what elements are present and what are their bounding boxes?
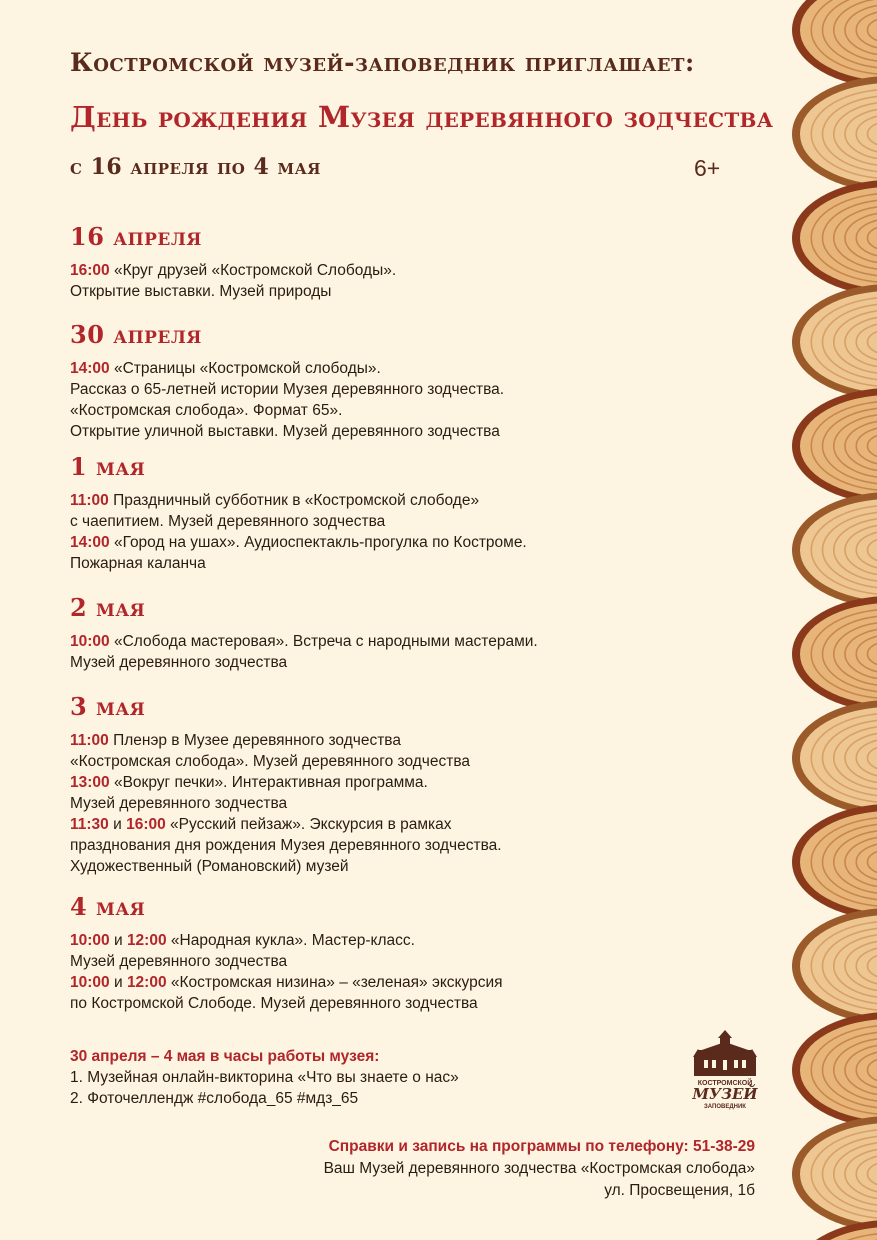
logo-line2: МУЗЕЙ bbox=[692, 1085, 758, 1103]
event-item bbox=[70, 490, 720, 532]
event-text: «Вокруг печки». Интерактивная программа. Музей деревянного зодчества bbox=[70, 774, 428, 812]
log-end bbox=[792, 1116, 877, 1232]
day-title: 2 мая bbox=[70, 593, 146, 622]
event-time: 10:00 bbox=[70, 932, 110, 949]
contact-footer bbox=[324, 1136, 755, 1202]
day-block bbox=[70, 593, 720, 673]
event-item bbox=[70, 532, 720, 574]
age-rating: 6+ bbox=[694, 155, 721, 181]
log-end bbox=[792, 908, 877, 1024]
day-block bbox=[70, 222, 720, 302]
event-item bbox=[70, 972, 720, 1014]
event-item bbox=[70, 814, 720, 877]
event-text: «Слобода мастеровая». Встреча с народными мастерами. Музей деревянного зодчества bbox=[70, 633, 538, 671]
logo-line1: КОСТРОМСКОЙ bbox=[697, 1080, 753, 1087]
event-time: 14:00 bbox=[70, 534, 110, 551]
log-end bbox=[792, 284, 877, 400]
event-time: 11:00 bbox=[70, 492, 109, 509]
log-end bbox=[792, 1012, 877, 1128]
event-item bbox=[70, 772, 720, 814]
event-time-conj: и bbox=[108, 816, 127, 833]
extras-block bbox=[70, 1046, 630, 1109]
event-text: «Русский пейзаж». Экскурсия в рамках празднования дня рождения Музея деревянного зодчества. Художественный (Романовский) музей bbox=[70, 816, 502, 875]
log-end bbox=[792, 492, 877, 608]
event-time: 16:00 bbox=[70, 262, 110, 279]
event-text: Праздничный субботник в «Костромской слободе» с чаепитием. Музей деревянного зодчества bbox=[70, 492, 480, 530]
event-item bbox=[70, 930, 720, 972]
event-time: 10:00 bbox=[70, 633, 110, 650]
log-end bbox=[792, 700, 877, 816]
event-time: 16:00 bbox=[126, 816, 166, 833]
log-end bbox=[792, 596, 877, 712]
day-title: 30 апреля bbox=[70, 320, 202, 349]
event-text: «Костромская низина» – «зеленая» экскурсия по Костромской Слободе. Музей деревянного зодчества bbox=[70, 974, 503, 1012]
event-time: 13:00 bbox=[70, 774, 110, 791]
event-time: 14:00 bbox=[70, 360, 110, 377]
event-item bbox=[70, 358, 720, 442]
log-end bbox=[792, 76, 877, 192]
address: ул. Просвещения, 1б bbox=[604, 1182, 755, 1199]
log-ends-decoration bbox=[790, 0, 877, 1240]
log-end bbox=[792, 0, 877, 88]
extras-item: 1. Музейная онлайн-викторина «Что вы знаете о нас» bbox=[70, 1069, 459, 1086]
museum-name: Ваш Музей деревянного зодчества «Костромская слобода» bbox=[323, 1160, 755, 1177]
log-end bbox=[792, 1220, 877, 1240]
event-text: Пленэр в Музее деревянного зодчества «Костромская слобода». Музей деревянного зодчества bbox=[70, 732, 471, 770]
day-title: 3 мая bbox=[70, 692, 146, 721]
event-text: «Круг друзей «Костромской Слободы». Открытие выставки. Музей природы bbox=[70, 262, 397, 300]
day-block bbox=[70, 452, 720, 574]
event-time: 11:00 bbox=[70, 732, 109, 749]
day-title: 16 апреля bbox=[70, 222, 202, 251]
event-text: «Народная кукла». Мастер-класс. Музей деревянного зодчества bbox=[70, 932, 415, 970]
logo-line3: ЗАПОВЕДНИК bbox=[704, 1104, 746, 1110]
day-title: 4 мая bbox=[70, 892, 146, 921]
day-block bbox=[70, 320, 720, 442]
museum-logo bbox=[690, 1030, 760, 1110]
event-time: 12:00 bbox=[126, 932, 167, 949]
event-time-conj: и bbox=[109, 974, 127, 991]
event-item bbox=[70, 730, 720, 772]
event-text: «Город на ушах». Аудиоспектакль-прогулка по Костроме. Пожарная каланча bbox=[70, 534, 527, 572]
event-item bbox=[70, 631, 720, 673]
day-title: 1 мая bbox=[70, 452, 146, 481]
log-end bbox=[792, 804, 877, 920]
event-time: 12:00 bbox=[126, 974, 167, 991]
header-org-line: Костромской музей-заповедник приглашает: bbox=[70, 48, 695, 77]
header-event-title: День рождения Музея деревянного зодчества bbox=[70, 100, 774, 134]
extras-item: 2. Фоточеллендж #слобода_65 #мдз_65 bbox=[70, 1090, 359, 1107]
event-time-conj: и bbox=[109, 932, 127, 949]
phone-line: Справки и запись на программы по телефону: 51-38-29 bbox=[328, 1138, 755, 1155]
event-text: «Страницы «Костромской слободы». Рассказ о 65-летней истории Музея деревянного зодчества. «Костромская слобода». Формат 65». Открытие уличной выставки. Музей деревянного зодчества bbox=[70, 360, 505, 440]
event-item bbox=[70, 260, 720, 302]
day-block bbox=[70, 692, 720, 877]
day-block bbox=[70, 892, 720, 1014]
event-time: 11:30 bbox=[70, 816, 109, 833]
extras-title: 30 апреля – 4 мая в часы работы музея: bbox=[70, 1048, 380, 1065]
event-time: 10:00 bbox=[70, 974, 110, 991]
log-end bbox=[792, 180, 877, 296]
header-dates: с 16 апреля по 4 мая bbox=[70, 154, 322, 180]
log-end bbox=[792, 388, 877, 504]
